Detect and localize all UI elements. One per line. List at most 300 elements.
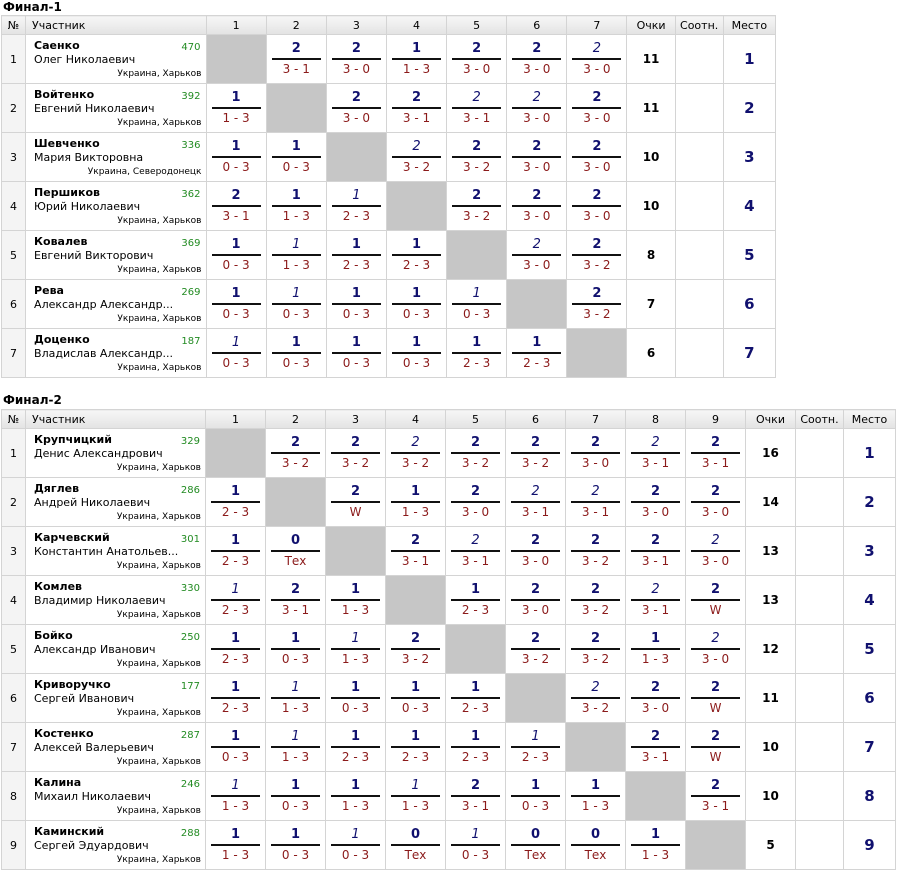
match-cell[interactable] (266, 576, 326, 625)
match-cell[interactable] (447, 280, 507, 329)
match-points: 1 (411, 286, 422, 301)
match-cell[interactable] (507, 133, 567, 182)
match-cell[interactable] (686, 527, 746, 576)
match-cell[interactable] (506, 625, 566, 674)
match-score: 3 - 2 (461, 456, 490, 470)
score-divider (212, 352, 261, 354)
match-cell[interactable] (326, 625, 386, 674)
match-cell[interactable] (326, 821, 386, 870)
player-city: Украина, Харьков (116, 708, 201, 718)
row-number: 1 (2, 429, 26, 478)
match-score: 0 - 3 (341, 848, 370, 862)
score-divider (572, 156, 621, 158)
match-cell[interactable] (506, 821, 566, 870)
match-cell[interactable] (206, 231, 266, 280)
match-score: 1 - 3 (221, 848, 250, 862)
match-cell[interactable] (206, 576, 266, 625)
match-score: 3 - 1 (401, 554, 430, 568)
score-divider (452, 156, 501, 158)
player-surname[interactable]: Шевченко (34, 137, 100, 150)
player-surname[interactable]: Каминский (34, 825, 105, 838)
score-divider (512, 156, 561, 158)
match-score: 2 - 3 (521, 750, 550, 764)
match-cell[interactable] (626, 478, 686, 527)
match-cell[interactable] (386, 231, 446, 280)
score-divider (271, 648, 320, 650)
match-cell[interactable] (326, 478, 386, 527)
match-cell[interactable] (266, 821, 326, 870)
match-points: 2 (530, 533, 541, 548)
score-divider (211, 795, 260, 797)
score-divider (271, 452, 320, 454)
match-cell[interactable] (326, 576, 386, 625)
match-cell[interactable] (566, 527, 626, 576)
score-divider (392, 107, 441, 109)
match-cell[interactable] (626, 625, 686, 674)
player-cell[interactable] (26, 576, 206, 625)
player-surname[interactable]: Карчевский (34, 531, 110, 544)
score-divider (511, 550, 560, 552)
score-divider (211, 648, 260, 650)
match-cell[interactable] (686, 723, 746, 772)
diagonal-cell (567, 329, 627, 378)
player-city: Украина, Харьков (117, 216, 202, 226)
header-col-2: 2 (266, 410, 326, 429)
player-cell[interactable] (26, 429, 206, 478)
match-cell[interactable] (326, 182, 386, 231)
match-cell[interactable] (326, 723, 386, 772)
match-score: 2 - 3 (461, 750, 490, 764)
player-cell[interactable] (26, 182, 206, 231)
match-score: 0 - 3 (282, 160, 310, 174)
match-cell[interactable] (386, 527, 446, 576)
match-points: 2 (710, 484, 721, 499)
match-cell[interactable] (447, 182, 507, 231)
match-cell[interactable] (386, 772, 446, 821)
match-cell[interactable] (686, 576, 746, 625)
match-cell[interactable] (206, 329, 266, 378)
match-cell[interactable] (386, 429, 446, 478)
row-number: 4 (2, 182, 26, 231)
header-col-4: 4 (386, 410, 446, 429)
final-place: 5 (723, 231, 775, 280)
player-surname[interactable]: Войтенко (34, 88, 95, 101)
match-cell[interactable] (507, 231, 567, 280)
match-cell[interactable] (506, 576, 566, 625)
match-cell[interactable] (446, 478, 506, 527)
player-cell[interactable] (26, 527, 206, 576)
match-points: 2 (590, 533, 601, 548)
total-points: 13 (746, 527, 796, 576)
match-points: 1 (231, 237, 241, 252)
match-cell[interactable] (567, 280, 627, 329)
match-score: 0 - 3 (222, 258, 250, 272)
player-rating: 362 (181, 189, 201, 200)
match-cell[interactable] (506, 527, 566, 576)
match-cell[interactable] (626, 576, 686, 625)
match-cell[interactable] (386, 821, 446, 870)
match-cell[interactable] (446, 527, 506, 576)
score-divider (691, 550, 740, 552)
total-points: 10 (746, 723, 796, 772)
match-score: 3 - 0 (523, 209, 551, 223)
match-score: 2 - 3 (342, 258, 370, 272)
match-score: 3 - 0 (523, 62, 551, 76)
table-row (2, 576, 896, 625)
match-points: 2 (351, 41, 361, 56)
match-cell[interactable] (567, 182, 627, 231)
match-cell[interactable] (206, 625, 266, 674)
match-cell[interactable] (266, 329, 326, 378)
player-cell[interactable] (26, 625, 206, 674)
match-cell[interactable] (266, 182, 326, 231)
player-cell[interactable] (26, 133, 206, 182)
match-cell[interactable] (446, 723, 506, 772)
match-points: 1 (410, 680, 421, 695)
player-surname[interactable]: Саенко (34, 39, 80, 52)
diagonal-cell (326, 527, 386, 576)
match-cell[interactable] (446, 576, 506, 625)
header-col-5: 5 (446, 410, 506, 429)
player-city: Украина, Харьков (117, 314, 202, 324)
match-points: 2 (592, 237, 602, 252)
match-cell[interactable] (567, 35, 627, 84)
player-rating: 329 (180, 436, 200, 447)
match-cell[interactable] (566, 772, 626, 821)
row-number: 3 (2, 133, 26, 182)
header-num: № (2, 410, 26, 429)
score-divider (331, 697, 380, 699)
match-cell[interactable] (206, 478, 266, 527)
match-cell[interactable] (266, 674, 326, 723)
diagonal-cell (686, 821, 746, 870)
match-cell[interactable] (326, 35, 386, 84)
match-cell[interactable] (686, 772, 746, 821)
player-cell[interactable] (26, 478, 206, 527)
match-cell[interactable] (626, 723, 686, 772)
match-score: 2 - 3 (221, 652, 250, 666)
match-cell[interactable] (386, 674, 446, 723)
match-cell[interactable] (626, 527, 686, 576)
player-cell[interactable] (26, 280, 206, 329)
match-score: 0 - 3 (402, 356, 431, 370)
match-cell[interactable] (566, 478, 626, 527)
match-cell[interactable] (566, 429, 626, 478)
total-points: 13 (746, 576, 796, 625)
match-score: 3 - 0 (581, 456, 610, 470)
match-cell[interactable] (266, 280, 326, 329)
player-cell[interactable] (26, 723, 206, 772)
match-cell[interactable] (447, 35, 507, 84)
score-divider (451, 795, 500, 797)
match-cell[interactable] (506, 772, 566, 821)
match-cell[interactable] (386, 84, 446, 133)
player-cell[interactable] (26, 329, 206, 378)
header-col-2: 2 (266, 16, 326, 35)
player-first-name: Владимир Николаевич (34, 594, 166, 607)
match-cell[interactable] (266, 625, 326, 674)
match-points: 1 (350, 582, 361, 597)
score-divider (631, 501, 680, 503)
score-divider (391, 452, 440, 454)
score-divider (271, 550, 320, 552)
match-cell[interactable] (626, 674, 686, 723)
match-cell[interactable] (266, 527, 326, 576)
score-divider (332, 303, 381, 305)
match-cell[interactable] (447, 133, 507, 182)
final-place: 1 (723, 35, 775, 84)
total-points: 10 (627, 133, 675, 182)
match-points: 2 (472, 139, 482, 154)
match-cell[interactable] (266, 723, 326, 772)
player-rating: 246 (180, 779, 200, 790)
match-cell[interactable] (386, 35, 446, 84)
match-points: 1 (352, 188, 361, 203)
match-points: 1 (470, 729, 481, 744)
player-surname[interactable]: Дяглев (34, 482, 80, 495)
ratio-cell (796, 576, 844, 625)
player-city: Украина, Харьков (116, 806, 201, 816)
match-score: W (709, 603, 722, 617)
header-col-6: 6 (507, 16, 567, 35)
match-score: 0 - 3 (401, 701, 430, 715)
match-cell[interactable] (446, 821, 506, 870)
match-points: 1 (411, 778, 420, 793)
match-score: 1 - 3 (222, 111, 250, 125)
score-divider (452, 205, 501, 207)
match-cell[interactable] (326, 429, 386, 478)
score-divider (512, 352, 561, 354)
player-cell[interactable] (26, 674, 206, 723)
score-divider (631, 550, 680, 552)
match-cell[interactable] (326, 84, 386, 133)
player-cell[interactable] (26, 772, 206, 821)
match-score: W (709, 750, 722, 764)
match-cell[interactable] (507, 182, 567, 231)
match-cell[interactable] (326, 772, 386, 821)
player-surname[interactable]: Комлев (34, 580, 83, 593)
match-cell[interactable] (326, 674, 386, 723)
match-cell[interactable] (326, 231, 386, 280)
header-player: Участник (26, 16, 206, 35)
score-divider (631, 599, 680, 601)
match-cell[interactable] (566, 576, 626, 625)
table-row (2, 723, 896, 772)
match-cell[interactable] (386, 723, 446, 772)
match-points: 2 (592, 188, 602, 203)
match-points: 2 (592, 286, 602, 301)
match-cell[interactable] (507, 35, 567, 84)
header-ratio: Соотн. (675, 16, 723, 35)
match-points: 2 (650, 533, 661, 548)
row-number: 9 (2, 821, 26, 870)
match-cell[interactable] (686, 625, 746, 674)
score-divider (211, 550, 260, 552)
match-cell[interactable] (206, 821, 266, 870)
match-cell[interactable] (626, 821, 686, 870)
match-cell[interactable] (266, 772, 326, 821)
match-cell[interactable] (206, 772, 266, 821)
match-points: 2 (290, 582, 301, 597)
match-points: 2 (530, 631, 541, 646)
score-divider (392, 254, 441, 256)
match-points: 2 (590, 435, 601, 450)
row-number: 7 (2, 723, 26, 772)
match-cell[interactable] (386, 625, 446, 674)
player-surname[interactable]: Рева (34, 284, 64, 297)
match-cell[interactable] (446, 772, 506, 821)
match-cell[interactable] (566, 821, 626, 870)
match-cell[interactable] (566, 674, 626, 723)
score-divider (451, 746, 500, 748)
match-score: 3 - 1 (282, 62, 310, 76)
match-cell[interactable] (386, 133, 446, 182)
player-surname[interactable]: Бойко (34, 629, 73, 642)
diagonal-cell (266, 84, 326, 133)
match-score: 3 - 0 (342, 62, 370, 76)
match-score: 3 - 1 (461, 554, 490, 568)
match-score: 3 - 2 (581, 652, 610, 666)
match-cell[interactable] (326, 280, 386, 329)
final-place: 5 (844, 625, 896, 674)
player-surname[interactable]: Калина (34, 776, 82, 789)
match-cell[interactable] (626, 429, 686, 478)
score-divider (512, 58, 561, 60)
score-divider (571, 501, 620, 503)
diagonal-cell (206, 429, 266, 478)
player-rating: 269 (181, 287, 201, 298)
score-divider (571, 452, 620, 454)
row-number: 4 (2, 576, 26, 625)
match-cell[interactable] (446, 429, 506, 478)
player-surname[interactable]: Криворучко (34, 678, 111, 691)
match-score: 3 - 0 (641, 505, 670, 519)
match-cell[interactable] (506, 478, 566, 527)
header-row (2, 410, 896, 429)
match-points: 2 (711, 533, 720, 548)
player-surname[interactable]: Доценко (34, 333, 90, 346)
match-cell[interactable] (567, 231, 627, 280)
total-points: 10 (627, 182, 675, 231)
match-cell[interactable] (567, 133, 627, 182)
player-cell[interactable] (26, 84, 206, 133)
match-cell[interactable] (506, 429, 566, 478)
diagonal-cell (206, 35, 266, 84)
match-cell[interactable] (686, 674, 746, 723)
score-divider (511, 795, 560, 797)
player-first-name: Александр Александр... (34, 298, 174, 311)
diagonal-cell (626, 772, 686, 821)
match-cell[interactable] (266, 35, 326, 84)
header-points: Очки (627, 16, 675, 35)
match-cell[interactable] (326, 329, 386, 378)
score-divider (691, 648, 740, 650)
player-first-name: Константин Анатольев... (34, 545, 179, 558)
match-cell[interactable] (266, 429, 326, 478)
score-divider (211, 501, 260, 503)
match-points: 2 (590, 631, 601, 646)
header-points: Очки (746, 410, 796, 429)
match-cell[interactable] (566, 625, 626, 674)
ratio-cell (796, 821, 844, 870)
match-cell[interactable] (266, 133, 326, 182)
score-divider (212, 254, 261, 256)
match-score: 1 - 3 (401, 799, 430, 813)
player-cell[interactable] (26, 35, 206, 84)
match-cell[interactable] (206, 133, 266, 182)
match-cell[interactable] (507, 84, 567, 133)
match-score: 1 - 3 (341, 799, 370, 813)
match-cell[interactable] (206, 527, 266, 576)
score-divider (452, 303, 501, 305)
match-cell[interactable] (386, 478, 446, 527)
final-place: 7 (723, 329, 775, 378)
match-cell[interactable] (386, 329, 446, 378)
match-points: 2 (592, 41, 602, 56)
row-number: 7 (2, 329, 26, 378)
ratio-cell (796, 723, 844, 772)
player-city: Украина, Харьков (116, 512, 201, 522)
match-cell[interactable] (567, 84, 627, 133)
match-points: 2 (472, 41, 482, 56)
diagonal-cell (566, 723, 626, 772)
match-cell[interactable] (686, 478, 746, 527)
match-cell[interactable] (206, 84, 266, 133)
player-cell[interactable] (26, 821, 206, 870)
match-cell[interactable] (447, 329, 507, 378)
match-points: 2 (471, 533, 480, 548)
player-cell[interactable] (26, 231, 206, 280)
score-divider (211, 746, 260, 748)
match-score: 1 - 3 (221, 799, 250, 813)
player-first-name: Сергей Иванович (34, 692, 135, 705)
score-divider (571, 599, 620, 601)
match-cell[interactable] (507, 329, 567, 378)
match-points: 1 (290, 827, 301, 842)
player-surname[interactable]: Ковалев (34, 235, 88, 248)
total-points: 8 (627, 231, 675, 280)
score-divider (452, 107, 501, 109)
match-cell[interactable] (686, 429, 746, 478)
player-surname[interactable]: Костенко (34, 727, 94, 740)
player-surname[interactable]: Крупчицкий (34, 433, 112, 446)
match-score: 1 - 3 (281, 750, 310, 764)
match-cell[interactable] (206, 182, 266, 231)
match-cell[interactable] (446, 674, 506, 723)
match-cell[interactable] (206, 674, 266, 723)
match-cell[interactable] (206, 723, 266, 772)
diagonal-cell (446, 625, 506, 674)
match-score: W (709, 701, 722, 715)
match-cell[interactable] (206, 280, 266, 329)
match-points: 2 (590, 582, 601, 597)
table-row (2, 280, 776, 329)
match-cell[interactable] (266, 231, 326, 280)
player-rating: 301 (180, 534, 200, 545)
match-score: 1 - 3 (581, 799, 610, 813)
match-cell[interactable] (506, 723, 566, 772)
score-divider (391, 844, 440, 846)
score-divider (332, 352, 381, 354)
score-divider (272, 352, 321, 354)
player-surname[interactable]: Першиков (34, 186, 100, 199)
score-divider (512, 254, 561, 256)
match-cell[interactable] (447, 84, 507, 133)
match-score: 3 - 2 (581, 701, 610, 715)
player-first-name: Александр Иванович (34, 643, 156, 656)
match-cell[interactable] (386, 280, 446, 329)
player-city: Украина, Харьков (116, 659, 201, 669)
